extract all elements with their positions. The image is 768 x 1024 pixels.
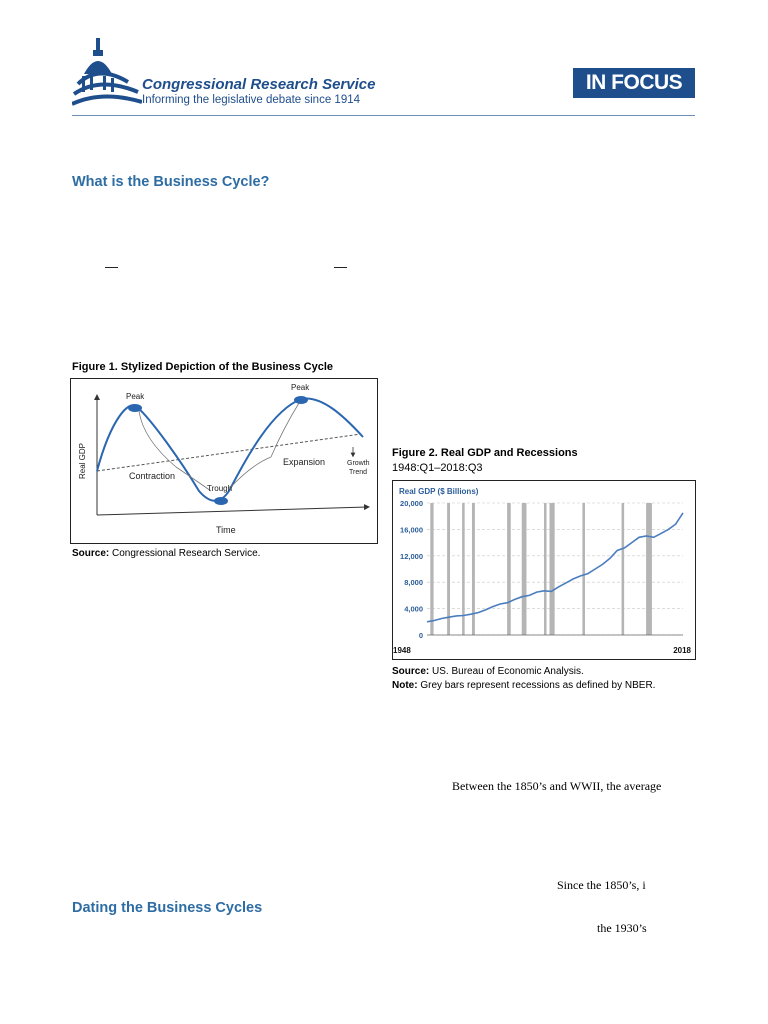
y-tick-label: 4,000: [404, 604, 423, 614]
figure2-source: Source: US. Bureau of Economic Analysis.: [392, 666, 584, 677]
figure2-caption: Figure 2. Real GDP and Recessions: [392, 447, 578, 459]
org-name: Congressional Research Service: [142, 76, 376, 93]
recession-bar: [430, 503, 433, 635]
figure1-caption: Figure 1. Stylized Depiction of the Business Cycle: [72, 361, 334, 373]
y-axis-label: Real GDP: [78, 442, 87, 479]
y-tick-label: 20,000: [400, 499, 423, 508]
y-tick-label: 8,000: [404, 578, 423, 588]
business-cycle-diagram: [71, 379, 377, 543]
peak-label: Peak: [126, 392, 145, 401]
recession-bar: [447, 503, 450, 635]
recession-bar: [622, 503, 625, 635]
growth-trend-label: Growth: [347, 460, 370, 467]
recession-bar: [522, 503, 527, 635]
trough-label: Trough: [207, 484, 233, 493]
body-text-fragment: Between the 1850’s and WWII, the average: [452, 779, 662, 793]
recession-bar: [550, 503, 555, 635]
x-tick-label: 2018: [673, 646, 691, 655]
gdp-chart: [393, 481, 695, 659]
recession-bar: [544, 503, 547, 635]
section-heading-business-cycle: What is the Business Cycle?: [72, 174, 270, 190]
recession-bar: [472, 503, 475, 635]
figure1-frame: [70, 378, 378, 544]
em-dash: —: [334, 259, 347, 274]
recession-bar: [646, 503, 652, 635]
trough-marker: [214, 497, 228, 505]
figure2-note: Note: Grey bars represent recessions as defined by NBER.: [392, 680, 656, 691]
x-axis-label: Time: [216, 525, 236, 535]
figure2-frame: [392, 480, 696, 660]
body-text-fragment: Since the 1850’s, i: [557, 878, 646, 892]
in-focus-badge: IN FOCUS: [573, 68, 695, 98]
chart-title: Real GDP ($ Billions): [399, 487, 479, 496]
contraction-label: Contraction: [129, 471, 176, 481]
org-tagline: Informing the legislative debate since 1914: [142, 94, 361, 106]
x-axis: [97, 507, 367, 515]
x-tick-label: 1948: [393, 646, 411, 655]
y-tick-label: 16,000: [400, 525, 423, 535]
y-tick-label: 12,000: [400, 551, 423, 561]
peak-label: Peak: [291, 383, 310, 392]
em-dash: —: [105, 259, 118, 274]
growth-trend-label: Trend: [349, 469, 368, 476]
body-text-fragment: the 1930’s: [597, 921, 647, 935]
peak-marker: [128, 404, 142, 412]
peak-marker: [294, 396, 308, 404]
section-heading-dating: Dating the Business Cycles: [72, 900, 263, 916]
figure1-source: Source: Congressional Research Service.: [72, 548, 261, 559]
y-tick-label: 0: [418, 631, 423, 640]
figure2-subcaption: 1948:Q1–2018:Q3: [392, 462, 483, 474]
expansion-label: Expansion: [283, 457, 326, 467]
crs-capitol-logo: [72, 36, 142, 110]
recession-bar: [582, 503, 585, 635]
header-divider: [72, 115, 695, 116]
recession-bar: [507, 503, 511, 635]
